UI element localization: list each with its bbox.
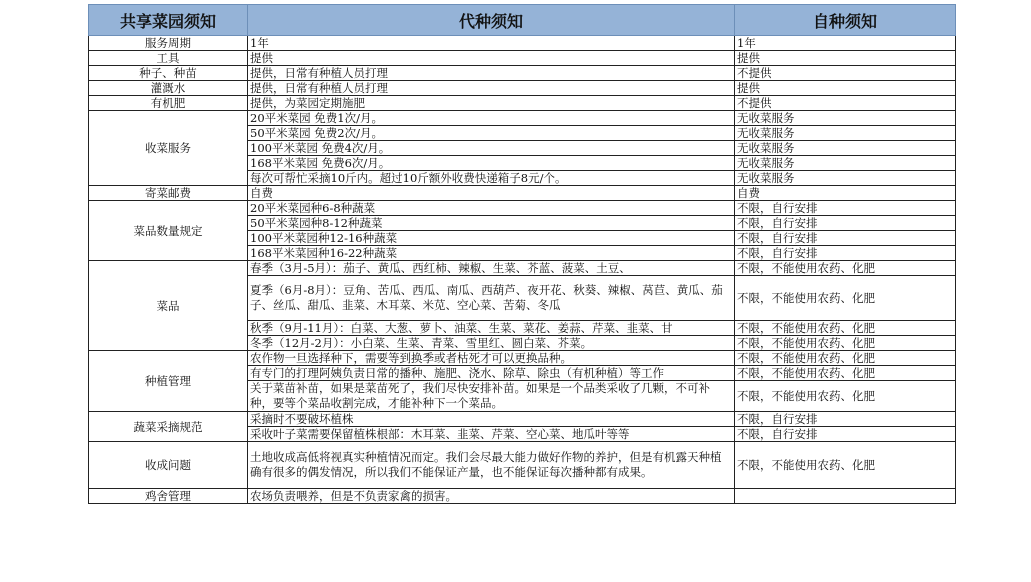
shared-garden-notice-table bbox=[88, 4, 956, 504]
row-postage bbox=[89, 186, 956, 201]
category-cell: 蔬菜采摘规范 bbox=[89, 412, 248, 442]
zizhong-cell: 自费 bbox=[735, 186, 956, 201]
zizhong-cell: 不限，不能使用农药、化肥 bbox=[735, 336, 956, 351]
header-row bbox=[89, 5, 956, 36]
zizhong-cell: 不限，自行安排 bbox=[735, 231, 956, 246]
header-shared-garden: 共享菜园须知 bbox=[89, 5, 248, 36]
zizhong-cell: 不限，自行安排 bbox=[735, 246, 956, 261]
zizhong-cell: 不限，不能使用农药、化肥 bbox=[735, 276, 956, 321]
daizhong-cell: 50平米菜园 免费2次/月。 bbox=[248, 126, 735, 141]
zizhong-cell: 无收菜服务 bbox=[735, 111, 956, 126]
daizhong-cell: 100平米菜园种12-16种蔬菜 bbox=[248, 231, 735, 246]
row-fertilizer bbox=[89, 96, 956, 111]
row-planting-1 bbox=[89, 351, 956, 366]
zizhong-cell: 1年 bbox=[735, 36, 956, 51]
daizhong-cell: 土地收成高低将视真实种植情况而定。我们会尽最大能力做好作物的养护，但是有机露天种植确有很多的偶发情况，所以我们不能保证产量，也不能保证每次播种都有成果。 bbox=[248, 442, 735, 489]
zizhong-cell: 不限，不能使用农药、化肥 bbox=[735, 366, 956, 381]
notice-table-container bbox=[88, 4, 955, 504]
row-yield bbox=[89, 442, 956, 489]
zizhong-cell: 不限，自行安排 bbox=[735, 201, 956, 216]
zizhong-cell: 不限，不能使用农药、化肥 bbox=[735, 321, 956, 336]
row-irrigation bbox=[89, 81, 956, 96]
daizhong-cell: 100平米菜园 免费4次/月。 bbox=[248, 141, 735, 156]
zizhong-cell: 不限，不能使用农药、化肥 bbox=[735, 261, 956, 276]
daizhong-cell: 提供，为菜园定期施肥 bbox=[248, 96, 735, 111]
zizhong-cell: 不限，自行安排 bbox=[735, 427, 956, 442]
daizhong-cell: 采摘时不要破坏植株 bbox=[248, 412, 735, 427]
daizhong-cell: 1年 bbox=[248, 36, 735, 51]
daizhong-cell: 秋季（9月-11月）：白菜、大葱、萝卜、油菜、生菜、菜花、姜蒜、芹菜、韭菜、甘 bbox=[248, 321, 735, 336]
daizhong-cell: 有专门的打理阿姨负责日常的播种、施肥、浇水、除草、除虫（有机种植）等工作 bbox=[248, 366, 735, 381]
daizhong-cell: 农场负责喂养，但是不负责家禽的损害。 bbox=[248, 489, 735, 504]
daizhong-cell: 提供，日常有种植人员打理 bbox=[248, 66, 735, 81]
daizhong-cell: 采收叶子菜需要保留植株根部：木耳菜、韭菜、芹菜、空心菜、地瓜叶等等 bbox=[248, 427, 735, 442]
row-tools bbox=[89, 51, 956, 66]
zizhong-cell bbox=[735, 489, 956, 504]
category-cell: 收成问题 bbox=[89, 442, 248, 489]
zizhong-cell: 不限，不能使用农药、化肥 bbox=[735, 351, 956, 366]
zizhong-cell: 无收菜服务 bbox=[735, 141, 956, 156]
category-cell: 工具 bbox=[89, 51, 248, 66]
zizhong-cell: 不提供 bbox=[735, 96, 956, 111]
zizhong-cell: 不限，不能使用农药、化肥 bbox=[735, 381, 956, 412]
header-daizhong: 代种须知 bbox=[248, 5, 735, 36]
category-cell: 菜品 bbox=[89, 261, 248, 351]
daizhong-cell: 20平米菜园种6-8种蔬菜 bbox=[248, 201, 735, 216]
zizhong-cell: 不提供 bbox=[735, 66, 956, 81]
zizhong-cell: 不限，自行安排 bbox=[735, 216, 956, 231]
zizhong-cell: 不限，自行安排 bbox=[735, 412, 956, 427]
zizhong-cell: 无收菜服务 bbox=[735, 156, 956, 171]
category-cell: 种植管理 bbox=[89, 351, 248, 412]
daizhong-cell: 农作物一旦选择种下，需要等到换季或者枯死才可以更换品种。 bbox=[248, 351, 735, 366]
category-cell: 种子、种苗 bbox=[89, 66, 248, 81]
row-seeds bbox=[89, 66, 956, 81]
category-cell: 收菜服务 bbox=[89, 111, 248, 186]
row-quantity-1 bbox=[89, 201, 956, 216]
daizhong-cell: 春季（3月-5月）：茄子、黄瓜、西红柿、辣椒、生菜、芥蓝、菠菜、土豆、 bbox=[248, 261, 735, 276]
daizhong-cell: 50平米菜园种8-12种蔬菜 bbox=[248, 216, 735, 231]
row-vegetables-spring bbox=[89, 261, 956, 276]
zizhong-cell: 无收菜服务 bbox=[735, 171, 956, 186]
row-service-period bbox=[89, 36, 956, 51]
row-chicken bbox=[89, 489, 956, 504]
zizhong-cell: 提供 bbox=[735, 81, 956, 96]
category-cell: 服务周期 bbox=[89, 36, 248, 51]
daizhong-cell: 168平米菜园 免费6次/月。 bbox=[248, 156, 735, 171]
daizhong-cell: 夏季（6月-8月）：豆角、苦瓜、西瓜、南瓜、西葫芦、夜开花、秋葵、辣椒、莴苣、黄瓜、茄子、丝瓜、甜瓜、韭菜、木耳菜、米苋、空心菜、苦菊、冬瓜 bbox=[248, 276, 735, 321]
zizhong-cell: 提供 bbox=[735, 51, 956, 66]
row-picking-1 bbox=[89, 412, 956, 427]
daizhong-cell: 自费 bbox=[248, 186, 735, 201]
zizhong-cell: 无收菜服务 bbox=[735, 126, 956, 141]
row-harvest-1 bbox=[89, 111, 956, 126]
category-cell: 菜品数量规定 bbox=[89, 201, 248, 261]
zizhong-cell: 不限，不能使用农药、化肥 bbox=[735, 442, 956, 489]
category-cell: 灌溉水 bbox=[89, 81, 248, 96]
category-cell: 寄菜邮费 bbox=[89, 186, 248, 201]
category-cell: 鸡舍管理 bbox=[89, 489, 248, 504]
daizhong-cell: 关于菜苗补苗，如果是菜苗死了，我们尽快安排补苗。如果是一个品类采收了几颗，不可补种，要等个菜品收割完成，才能补种下一个菜品。 bbox=[248, 381, 735, 412]
daizhong-cell: 冬季（12月-2月）：小白菜、生菜、青菜、雪里红、圆白菜、芥菜。 bbox=[248, 336, 735, 351]
daizhong-cell: 20平米菜园 免费1次/月。 bbox=[248, 111, 735, 126]
daizhong-cell: 提供，日常有种植人员打理 bbox=[248, 81, 735, 96]
header-zizhong: 自种须知 bbox=[735, 5, 956, 36]
daizhong-cell: 每次可帮忙采摘10斤内。超过10斤额外收费快递箱子8元/个。 bbox=[248, 171, 735, 186]
daizhong-cell: 168平米菜园种16-22种蔬菜 bbox=[248, 246, 735, 261]
category-cell: 有机肥 bbox=[89, 96, 248, 111]
daizhong-cell: 提供 bbox=[248, 51, 735, 66]
